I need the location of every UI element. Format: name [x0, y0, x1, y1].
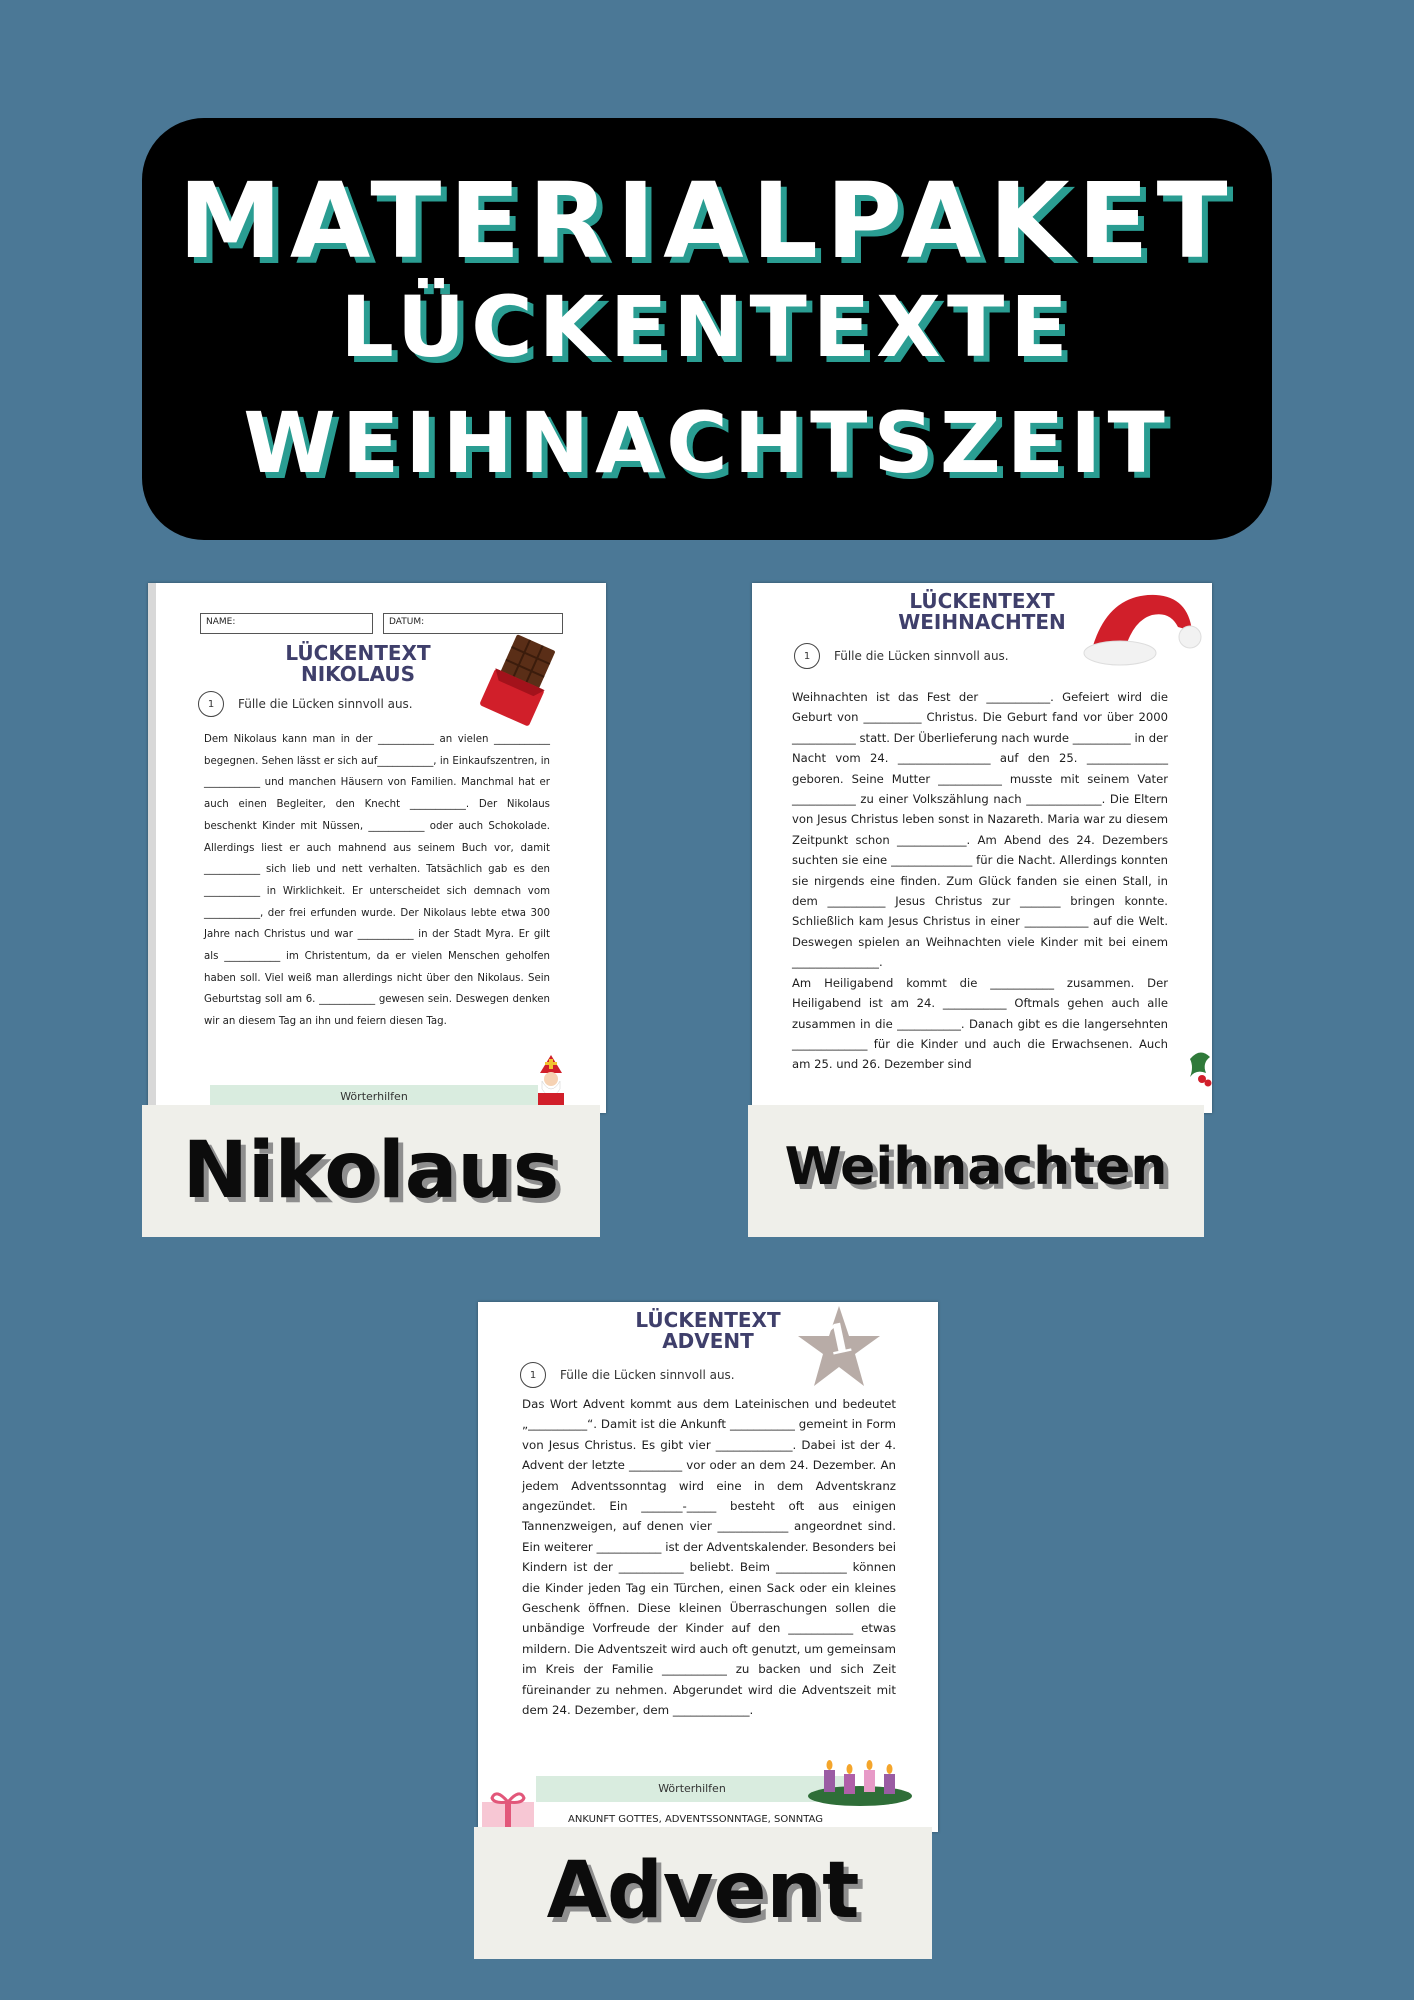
- nikolaus-worksheet: [148, 583, 606, 1113]
- date-field[interactable]: DATUM:: [383, 613, 563, 634]
- advent-wreath-icon: [804, 1752, 916, 1808]
- worksheet-title: LÜCKENTEXT NIKOLAUS: [285, 641, 431, 686]
- nikolaus-label: Nikolaus: [142, 1105, 600, 1237]
- gap-text: Das Wort Advent kommt aus dem Lateinischen und bedeutet „__________“. Damit ist die Ankunft ___________ gemeint in Form von Jesus Christus. Es gibt vier _____________. Dabei ist der 4. Advent der letzte _________ vor oder an dem 24. Dezember. An jedem Adventssonntag wird eine in dem Adventskranz angezündet. Ein _______-_____ besteht oft aus einigen Tannenzweigen, auf denen vier ____________ angeordnet sind. Ein weiterer ___________ ist der Adventskalender. Besonders bei Kindern ist der ___________ beliebt. Beim ____________ können die Kinder jeden Tag ein Türchen, einen Sack oder ein kleines Geschenk öffnen. Diese kleinen Überraschungen sollen die unbändige Vorfreude der Kinder auf den ___________ etwas mildern. Die Adventszeit wird auch oft genutzt, um gemeinsam im Kreis der Familie ___________ zu backen und sich Zeit füreinander zu nehmen. Abgerundet wird die Adventszeit mit dem 24. Dezember, dem _____________.: [522, 1397, 896, 1718]
- page-edge: [148, 583, 156, 1113]
- task-number-badge: 1: [520, 1362, 546, 1388]
- gift-icon: [478, 1788, 538, 1832]
- task-number-badge: 1: [198, 691, 224, 717]
- santa-hat-icon: [1078, 587, 1206, 673]
- weihnachten-worksheet: [752, 583, 1212, 1113]
- worksheet-title: LÜCKENTEXT WEIHNACHTEN: [898, 589, 1066, 634]
- banner-line-2: LÜCKENTEXTE: [340, 278, 1074, 376]
- chocolate-icon: [470, 633, 568, 729]
- banner-line-3: WEIHNACHTSZEIT: [243, 394, 1171, 492]
- word-help-box: Wörterhilfen: [536, 1776, 848, 1802]
- task-instruction: 1 Fülle die Lücken sinnvoll aus.: [198, 691, 413, 717]
- gap-text: Weihnachten ist das Fest der ___________. Gefeiert wird die Geburt von __________ Christus. Die Geburt fand vor über 2000 ___________ statt. Der Überlieferung nach wurde __________ in der Nacht vom 24. ________________ auf den 25. ______________ geboren. Seine Mutter ___________ musste mit seinem Vater ___________ zu einer Volkszählung nach _____________. Die Eltern von Jesus Christus leben sonst in Nazareth. Maria war zu diesem Zeitpunkt schon ____________. Am Abend des 24. Dezembers suchten sie eine ______________ für die Nacht. Allerdings konnten sie nirgends eine finden. Zum Glück fanden sie einen Stall, in dem __________ Jesus Christus zur _______ bringen konnte. Schließlich kam Jesus Christus in einer ___________ auf die Welt. Deswegen spielen an Weihnachten viele Kinder mit bei einem _______________. Am Heiligabend kommt die ___________ zusammen. Der Heiligabend ist am 24. ___________ Oftmals gehen auch alle zusammen in die ___________. Danach gibt es die langersehnten _____________ für die Kinder und auch die Erwachsenen. Auch am 25. und 26. Dezember sind: [792, 690, 1168, 1072]
- advent-label: Advent: [474, 1827, 932, 1959]
- word-list: ANKUNFT GOTTES, ADVENTSSONNTAGE, SONNTAG: [568, 1814, 823, 1825]
- weihnachten-label: Weihnachten: [748, 1105, 1204, 1237]
- banner-line-1: MATERIALPAKET: [178, 160, 1236, 282]
- worksheet-title: LÜCKENTEXT ADVENT: [635, 1308, 781, 1353]
- nikolaus-figure-icon: [530, 1053, 572, 1113]
- word-help-box: Wörterhilfen: [210, 1085, 538, 1109]
- star-number: 1: [820, 1313, 858, 1366]
- title-banner: [142, 118, 1272, 540]
- task-instruction: 1 Fülle die Lücken sinnvoll aus.: [520, 1362, 735, 1388]
- holly-icon: [1186, 1043, 1212, 1093]
- name-field[interactable]: NAME:: [200, 613, 373, 634]
- advent-worksheet: [478, 1302, 938, 1832]
- gap-text: Dem Nikolaus kann man in der ___________ an vielen ___________ begegnen. Sehen lässt er sich auf___________, in Einkaufszentren, in ___________ und manchen Häusern von Familien. Manchmal hat er auch einen Begleiter, den Knecht ___________. Der Nikolaus beschenkt Kinder mit Nüssen, ___________ oder auch Schokolade. Allerdings liest er auch mahnend aus seinem Buch vor, damit ___________ sich lieb und nett verhalten. Tatsächlich gab es den ___________ in Wirklichkeit. Er unterscheidet sich demnach vom ___________, der frei erfunden wurde. Der Nikolaus lebte etwa 300 Jahre nach Christus und war ___________ in der Stadt Myra. Er gilt als ___________ im Christentum, da er vielen Menschen geholfen haben soll. Viel weiß man allerdings nicht über den Nikolaus. Sein Geburtstag soll am 6. ___________ gewesen sein. Deswegen denken wir an diesem Tag an ihn und feiern diesen Tag.: [204, 734, 550, 1028]
- task-number-badge: 1: [794, 643, 820, 669]
- task-instruction: 1 Fülle die Lücken sinnvoll aus.: [794, 643, 1009, 669]
